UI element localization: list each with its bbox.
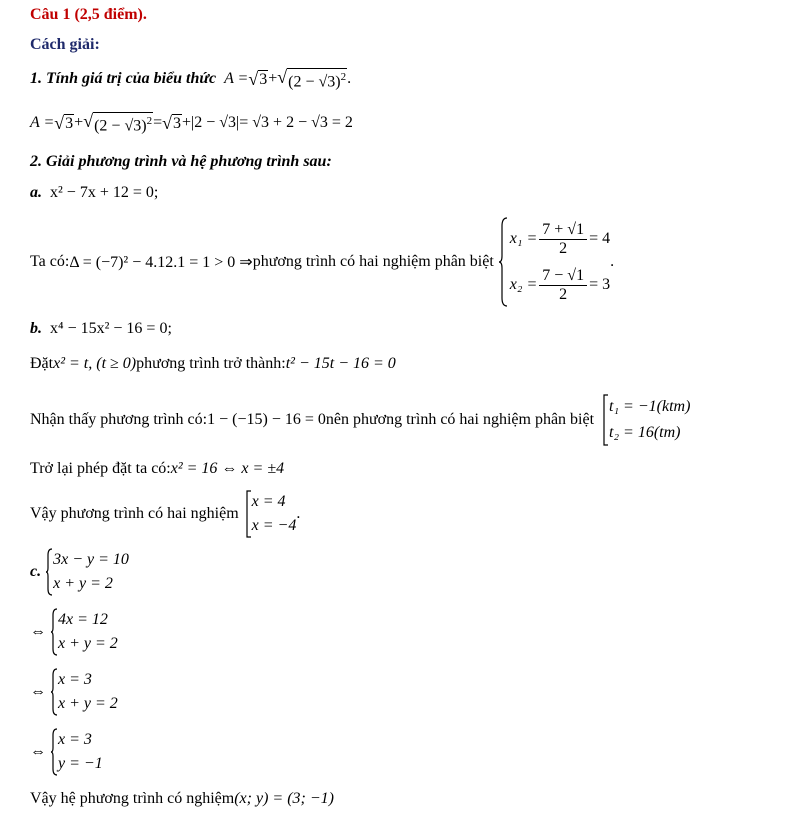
b-back-text: Trở lại phép đặt ta có: <box>30 460 171 477</box>
x2-den: 2 <box>559 285 568 303</box>
a-equation: x² − 7x + 12 = 0; <box>50 184 159 201</box>
curly-brace-icon <box>45 548 53 596</box>
sqrt-arg: 3 <box>259 71 268 89</box>
b-conclusion-row <box>30 490 300 538</box>
solution-lhs: A = <box>30 114 55 132</box>
x2-lhs: x₂ = <box>509 276 538 293</box>
sys4-eq2: y = −1 <box>58 755 103 772</box>
a-delta-row <box>30 216 614 308</box>
root-x2 <box>510 267 610 304</box>
x2-fraction <box>539 267 587 304</box>
solution-tail: = √3 + 2 − √3 = 2 <box>239 114 353 132</box>
curly-brace-icon <box>50 608 58 656</box>
c-system-2 <box>30 608 118 656</box>
plus-sign: + <box>74 114 84 132</box>
b-observe-text2: nên phương trình có hai nghiệm phân biệt <box>325 411 595 428</box>
curly-brace-icon <box>50 728 58 776</box>
a-end: . <box>610 253 615 270</box>
root-2: x = −4 <box>251 517 297 534</box>
a-intro: Ta có: <box>30 253 70 270</box>
x2-res: = 3 <box>589 276 611 293</box>
c-system-4 <box>30 728 103 776</box>
equivalence-arrow: ⇔ <box>30 683 46 700</box>
b-sub-text2: phương trình trở thành: <box>136 355 286 372</box>
part1-heading: 1. Tính giá trị của biểu thức <box>30 70 217 88</box>
a-equation-row <box>30 184 158 202</box>
b-sub-eq: t² − 15t − 16 = 0 <box>285 355 396 372</box>
sys3-eq2: x + y = 2 <box>58 695 118 712</box>
equivalence-arrow: ⇔ <box>30 623 46 640</box>
sqrt-inner-text: (2 − √3) <box>94 117 147 135</box>
sys1-eq2: x + y = 2 <box>53 575 113 592</box>
roots-stack <box>510 216 610 308</box>
square-bracket-icon <box>602 394 609 446</box>
curly-brace-icon <box>498 216 508 308</box>
plus-sign: + <box>181 114 192 132</box>
b-back-row <box>30 460 284 478</box>
part2-heading: 2. Giải phương trình và hệ phương trình sau: <box>30 153 332 170</box>
square-bracket-icon <box>245 490 252 538</box>
b-equation-row <box>30 320 172 338</box>
abs-value: |2 − √3| <box>191 114 240 132</box>
t2-root: t₂ = 16(tm) <box>609 424 681 441</box>
sqrt-3: √ 3 <box>162 113 181 134</box>
sqrt-inner: √ $(2 - √3)^2$ <box>277 67 347 91</box>
t-roots-stack <box>609 394 690 446</box>
sqrt-inner: √ $(2 - √3)^2$ <box>83 111 153 135</box>
x-roots <box>245 490 301 538</box>
b-back-expr: x² = 16 ⇔ x = ±4 <box>170 460 285 477</box>
c-system-3 <box>30 668 118 716</box>
sqrt-3: √ 3 <box>248 69 268 90</box>
t1-root: t₁ = −1(ktm) <box>609 398 691 415</box>
x2-num: 7 − √1 <box>539 267 587 286</box>
a-text: phương trình có hai nghiệm phân biệt <box>252 253 494 270</box>
sqrt-3: √ 3 <box>54 113 74 134</box>
sqrt-arg: 3 <box>172 115 181 133</box>
sqrt-inner-arg: $(2 - √3)^2$ <box>93 112 153 134</box>
system-1 <box>45 548 129 596</box>
b-sub-expr: x² = t, (t ≥ 0) <box>53 355 137 372</box>
x1-res: = 4 <box>589 230 611 247</box>
c-system-1 <box>30 548 129 596</box>
part1-expr-lhs: A = <box>224 70 249 88</box>
plus-sign: + <box>268 70 278 88</box>
sys2-eq2: x + y = 2 <box>58 635 118 652</box>
x1-fraction <box>539 221 587 258</box>
sqrt-inner-arg: $(2 - √3)^2$ <box>287 68 347 90</box>
sqrt-inner-text: (2 − √3) <box>288 73 341 91</box>
system-4 <box>50 728 103 776</box>
system-4-stack <box>58 728 103 776</box>
question-title: Câu 1 (2,5 điểm). <box>30 6 147 23</box>
root-x1 <box>510 221 610 258</box>
b-concl-end: . <box>296 505 301 522</box>
a-label: a. <box>30 184 42 201</box>
b-observe-row <box>30 394 690 446</box>
part1-solution-row <box>30 112 353 134</box>
part1-expr-end: . <box>347 70 352 88</box>
b-substitution-row <box>30 355 396 373</box>
part1-heading-row <box>30 68 351 90</box>
roots-system <box>498 216 614 308</box>
system-3-stack <box>58 668 118 716</box>
t-roots <box>602 394 690 446</box>
x-roots-stack <box>252 490 297 538</box>
curly-brace-icon <box>50 668 58 716</box>
sqrt-arg: 3 <box>65 115 74 133</box>
sys3-eq1: x = 3 <box>58 671 92 688</box>
c-concl-expr: (x; y) = (3; −1) <box>234 790 334 807</box>
root-1: x = 4 <box>251 493 286 510</box>
x1-num: 7 + √1 <box>539 221 587 240</box>
x1-den: 2 <box>559 239 568 257</box>
solution-label: Cách giải: <box>30 36 100 53</box>
x1-lhs: x₁ = <box>509 230 538 247</box>
equivalence-arrow: ⇔ <box>30 743 46 760</box>
sys4-eq1: x = 3 <box>58 731 92 748</box>
equals-sign: = <box>153 114 163 132</box>
c-conclusion-row <box>30 790 334 808</box>
sys1-eq1: 3x − y = 10 <box>53 551 129 568</box>
b-concl-text: Vậy phương trình có hai nghiệm <box>30 505 239 522</box>
b-equation: x⁴ − 15x² − 16 = 0; <box>50 320 172 337</box>
c-label: c. <box>30 563 42 580</box>
system-2 <box>50 608 118 656</box>
b-observe-expr: 1 − (−15) − 16 = 0 <box>207 411 326 428</box>
b-label: b. <box>30 320 42 337</box>
system-1-stack <box>53 548 129 596</box>
b-observe-text1: Nhận thấy phương trình có: <box>30 411 208 428</box>
sys2-eq1: 4x = 12 <box>58 611 108 628</box>
system-3 <box>50 668 118 716</box>
b-sub-text1: Đặt <box>30 355 54 372</box>
c-concl-text: Vậy hệ phương trình có nghiệm <box>30 790 235 807</box>
system-2-stack <box>58 608 118 656</box>
a-delta: Δ = (−7)² − 4.12.1 = 1 > 0 ⇒ <box>69 254 253 271</box>
